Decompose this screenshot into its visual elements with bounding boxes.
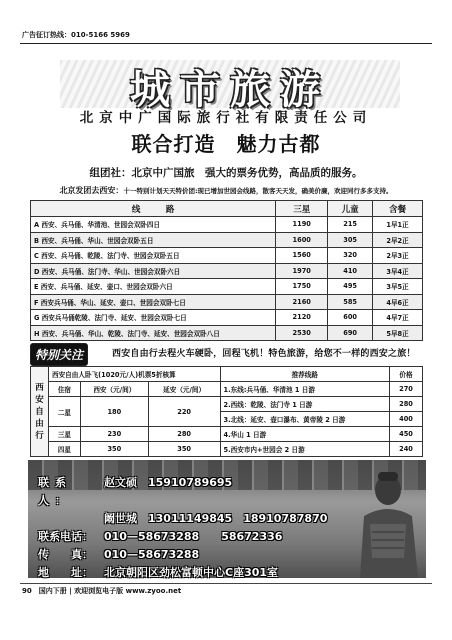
table-row: [31, 442, 423, 457]
route-name: E 西安、兵马俑、延安、壶口、世园会双卧六日: [31, 279, 276, 295]
price-header: 价格: [390, 367, 423, 382]
header-three-star: 三星: [276, 201, 328, 217]
table-row: [31, 263, 423, 279]
routes-header-row: [31, 201, 423, 217]
route-meals: 3早5正: [373, 279, 423, 295]
yanan-header: 延安（元/间）: [148, 382, 220, 397]
fax-label: 传 真：: [38, 548, 93, 561]
header-child: 儿童: [328, 201, 373, 217]
table-row: [31, 427, 423, 442]
route-price: 2160: [276, 294, 328, 310]
table-row: [31, 294, 423, 310]
table-row: [31, 382, 423, 397]
route-child-price: 320: [328, 248, 373, 264]
slogan: 联合打造 魅力古都: [131, 132, 321, 156]
routes-table: [30, 200, 423, 341]
route-name: H 西安、兵马俑、华山、乾陵、法门寺、延安、世园会双卧八日: [31, 325, 276, 341]
recommend-price: 400: [390, 412, 423, 427]
table-row: [31, 325, 423, 341]
table-row: [31, 310, 423, 326]
promo-line: [0, 185, 452, 196]
address-value: 北京朝阳区劲松富顿中心C座301室: [104, 566, 279, 579]
ad-hotline: 广告征订热线：010-5166 5969: [22, 31, 130, 39]
organizer-line: 组团社：北京中广国旅 强大的票务优势，高品质的服务。: [89, 167, 363, 179]
footer-divider: [20, 583, 432, 584]
contact-person-2: 阚世城 13011149845 18910787870: [104, 512, 328, 525]
route-child-price: 410: [328, 263, 373, 279]
self-tour-table: [30, 366, 423, 457]
route-child-price: 600: [328, 310, 373, 326]
table-row: [31, 232, 423, 248]
route-price: 1600: [276, 232, 328, 248]
xian-header: 西安（元/间）: [80, 382, 148, 397]
route-price: 1970: [276, 263, 328, 279]
recommend-route: 5.西安市内+世园会 2 日游: [220, 442, 389, 457]
route-child-price: 690: [328, 325, 373, 341]
contact-block: [38, 474, 327, 582]
route-price: 1190: [276, 217, 328, 233]
yanan-price: 220: [148, 397, 220, 427]
route-meals: 4早7正: [373, 310, 423, 326]
recommend-price: 270: [390, 382, 423, 397]
route-meals: 2早3正: [373, 248, 423, 264]
hotel-level: 三星: [48, 427, 80, 442]
route-meals: 2早2正: [373, 232, 423, 248]
fax-value: 010—58673288: [104, 548, 200, 561]
recommend-route: 4.华山 1 日游: [220, 427, 389, 442]
route-meals: 5早8正: [373, 325, 423, 341]
table-row: [31, 397, 423, 412]
terracotta-warrior-icon: [348, 468, 424, 578]
brand-title: 城市旅游: [130, 66, 330, 113]
phone-value: 010—58673288 58672336: [104, 530, 283, 543]
route-name: F 西安兵马俑、华山、延安、壶口、世园会双卧七日: [31, 294, 276, 310]
recommend-route: 2.西线：乾陵、法门寺 1 日游: [220, 397, 389, 412]
route-price: 1750: [276, 279, 328, 295]
table-row: [31, 367, 423, 382]
self-tour-title: 西安自由人卧飞(1020元/人)机票5折核算: [48, 367, 220, 382]
hotel-level: 二星: [48, 397, 80, 427]
promo-lead: 北京发团去西安：: [59, 186, 124, 195]
recommend-price: 450: [390, 427, 423, 442]
contact-person-1: 赵文硕 15910789695: [104, 476, 233, 489]
route-price: 2530: [276, 325, 328, 341]
route-meals: 4早6正: [373, 294, 423, 310]
table-row: [31, 248, 423, 264]
table-row: [31, 279, 423, 295]
promo-text: 十一特别计划天天特价团:现已增加世园会线路，散客天天发，确美价廉，欢迎同行多多支持。: [123, 187, 393, 195]
route-meals: 3早4正: [373, 263, 423, 279]
route-name: G 西安兵马俑乾陵、法门寺、延安、世园会双卧七日: [31, 310, 276, 326]
route-name: C 西安、兵马俑、乾陵、法门寺、世园会双卧五日: [31, 248, 276, 264]
header-route: 线 路: [31, 201, 276, 217]
top-divider: [20, 43, 432, 44]
recommend-route: 1.东线:兵马俑、华清池 1 日游: [220, 382, 389, 397]
special-title: 特别关注: [30, 343, 88, 366]
recommend-route: 3.北线：延安、壶口瀑布、黄帝陵 2 日游: [220, 412, 389, 427]
route-name: A 西安、兵马俑、华清池、世园会双卧四日: [31, 217, 276, 233]
hotel-level: 四星: [48, 442, 80, 457]
xian-price: 180: [80, 397, 148, 427]
header-meals: 含餐: [373, 201, 423, 217]
route-name: D 西安、兵马俑、法门寺、华山、世园会双卧六日: [31, 263, 276, 279]
special-text: 西安自由行去程火车硬卧，回程飞机！特色旅游，给您不一样的西安之旅！: [112, 349, 416, 359]
route-child-price: 305: [328, 232, 373, 248]
phone-label: 联系电话：: [38, 530, 93, 543]
company-name: 北京中广国际旅行社有限责任公司: [79, 110, 373, 126]
self-tour-side-label: 西安自由行: [31, 367, 49, 457]
hotel-header: 住宿: [48, 382, 80, 397]
table-row: [31, 217, 423, 233]
route-child-price: 585: [328, 294, 373, 310]
recommend-price: 280: [390, 397, 423, 412]
address-label: 地 址：: [38, 566, 93, 579]
yanan-price: 350: [148, 442, 220, 457]
recommend-price: 240: [390, 442, 423, 457]
recommend-header: 推荐线路: [220, 367, 389, 382]
route-child-price: 215: [328, 217, 373, 233]
route-meals: 1早1正: [373, 217, 423, 233]
xian-price: 230: [80, 427, 148, 442]
xian-price: 350: [80, 442, 148, 457]
route-child-price: 495: [328, 279, 373, 295]
route-price: 1560: [276, 248, 328, 264]
contact-person-label: 联系人：: [38, 476, 72, 507]
footer-text: 90 国内下册 | 欢迎浏览电子版 www.zyoo.net: [22, 587, 182, 595]
yanan-price: 280: [148, 427, 220, 442]
route-name: B 西安、兵马俑、华山、世园会双卧五日: [31, 232, 276, 248]
route-price: 2120: [276, 310, 328, 326]
special-banner: [30, 343, 423, 366]
